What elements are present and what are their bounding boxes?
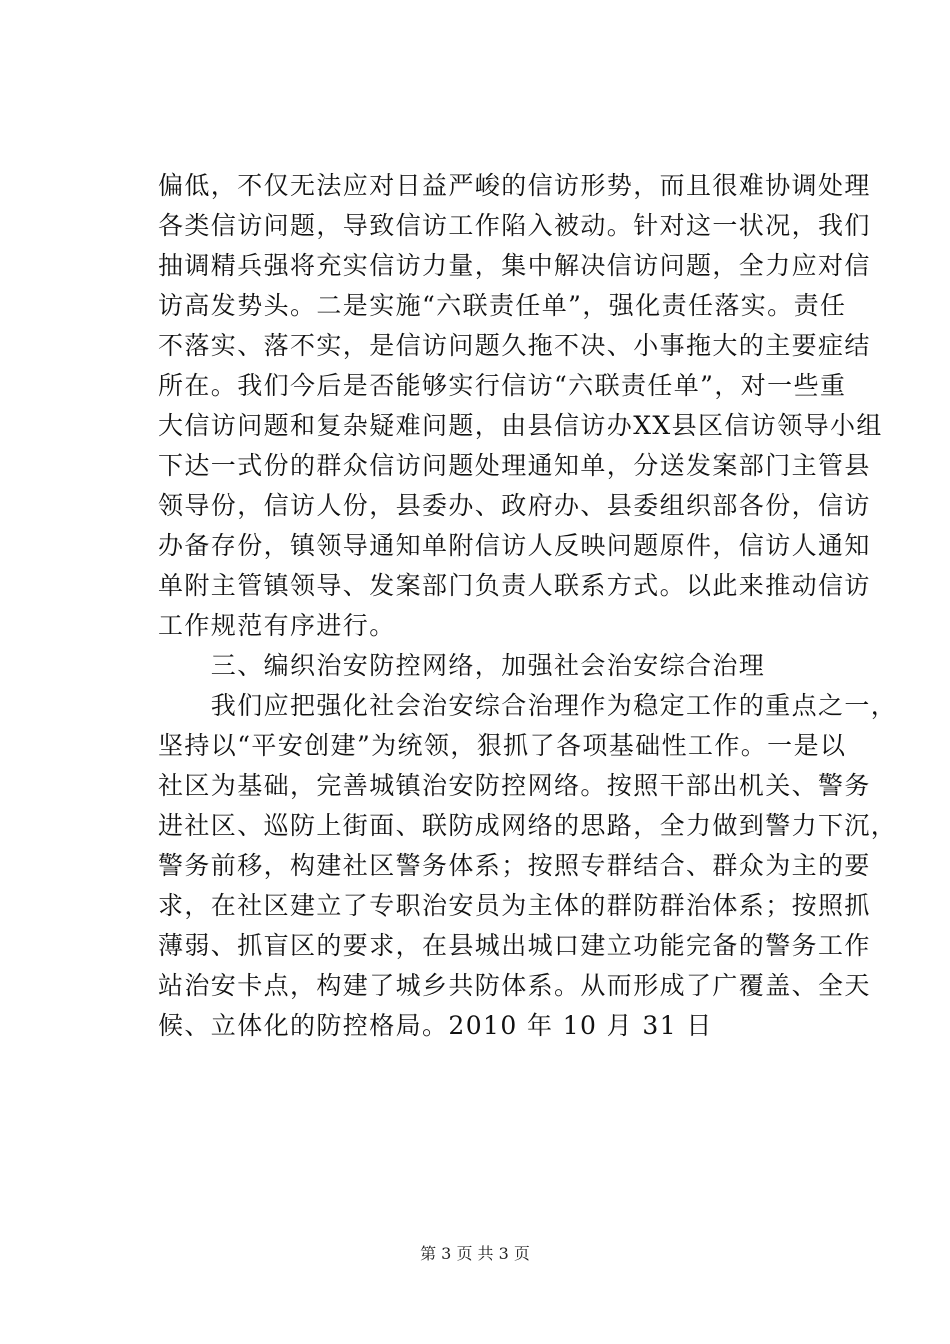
section-heading: 三、编织治安防控网络，加强社会治安综合治理 [158,651,766,680]
body-text-line: 警务前移，构建社区警务体系；按照专群结合、群众为主的要 [158,851,871,880]
body-text-line: 进社区、巡防上街面、联防成网络的思路，全力做到警力下沉， [158,811,898,840]
body-text-line: 访高发势头。二是实施“六联责任单”，强化责任落实。责任 [158,291,847,320]
body-text-line: 办备存份，镇领导通知单附信访人反映问题原件，信访人通知 [158,531,871,560]
body-text-line: 候、立体化的防控格局。2010 年 10 月 31 日 [158,1011,713,1040]
body-text-line: 单附主管镇领导、发案部门负责人联系方式。以此来推动信访 [158,571,871,600]
body-text-line: 所在。我们今后是否能够实行信访“六联责任单”，对一些重 [158,371,847,400]
body-text-line: 各类信访问题，导致信访工作陷入被动。针对这一状况，我们 [158,211,871,240]
body-text-line: 领导份，信访人份，县委办、政府办、县委组织部各份，信访 [158,491,871,520]
body-text-line: 不落实、落不实，是信访问题久拖不决、小事拖大的主要症结 [158,331,871,360]
body-text-line: 大信访问题和复杂疑难问题，由县信访办XX县区信访领导小组 [158,411,883,440]
body-text-line: 下达一式份的群众信访问题处理通知单，分送发案部门主管县 [158,451,871,480]
body-text-line: 社区为基础，完善城镇治安防控网络。按照干部出机关、警务 [158,771,871,800]
body-text-line: 薄弱、抓盲区的要求，在县城出城口建立功能完备的警务工作 [158,931,871,960]
body-text-line: 工作规范有序进行。 [158,611,396,640]
body-text-line: 坚持以“平安创建”为统领，狠抓了各项基础性工作。一是以 [158,731,847,760]
page-number-footer: 第 3 页 共 3 页 [420,1244,530,1263]
body-text-line: 我们应把强化社会治安综合治理作为稳定工作的重点之一， [158,691,898,720]
body-text-line: 站治安卡点，构建了城乡共防体系。从而形成了广覆盖、全天 [158,971,871,1000]
body-text-line: 抽调精兵强将充实信访力量，集中解决信访问题，全力应对信 [158,251,871,280]
body-text-line: 偏低，不仅无法应对日益严峻的信访形势，而且很难协调处理 [158,171,871,200]
body-text-line: 求，在社区建立了专职治安员为主体的群防群治体系；按照抓 [158,891,871,920]
